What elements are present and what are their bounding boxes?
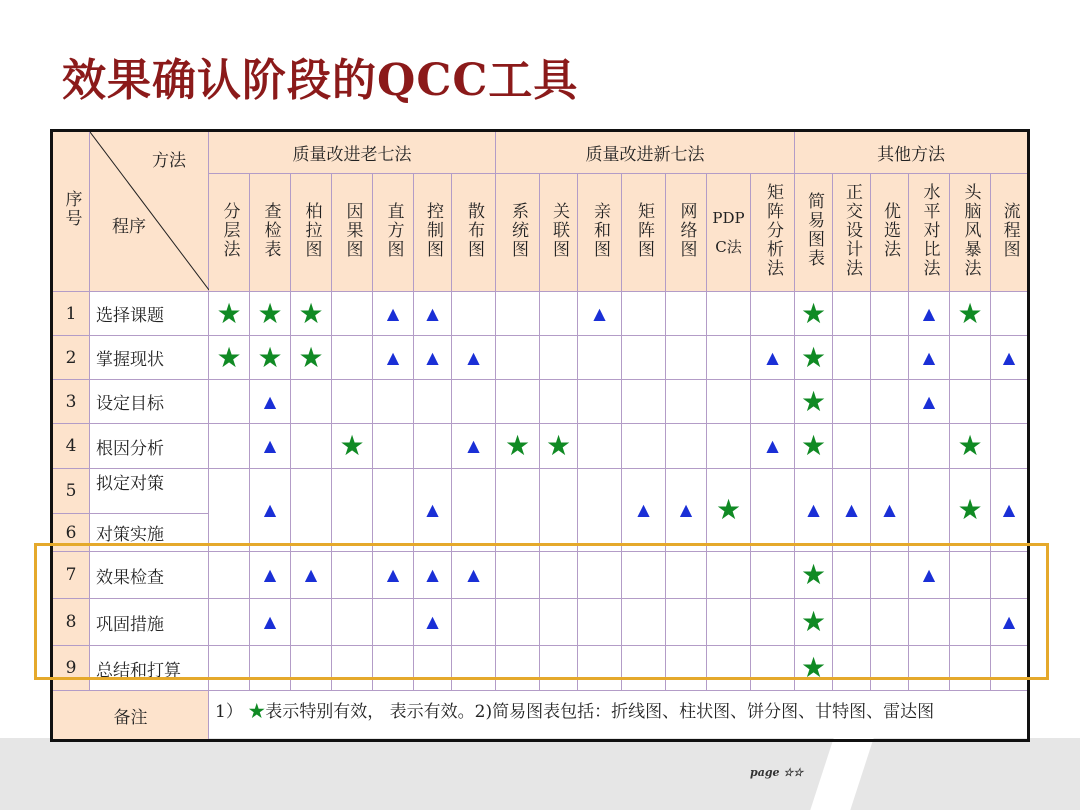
triangle-icon: ▲ bbox=[304, 565, 318, 584]
mark-cell bbox=[373, 380, 414, 424]
triangle-icon: ▲ bbox=[1002, 347, 1016, 367]
star-icon: ★ bbox=[800, 558, 827, 591]
remark-text bbox=[209, 691, 1029, 741]
table-row bbox=[52, 380, 1029, 424]
mark-cell bbox=[833, 380, 871, 424]
row-number: 1 bbox=[52, 292, 90, 336]
tool-header-16: 优选法 bbox=[871, 174, 909, 292]
triangle-icon: ▲ bbox=[263, 500, 277, 519]
triangle-icon: ▲ bbox=[883, 500, 896, 519]
triangle-icon: ▲ bbox=[386, 565, 400, 584]
mark-cell bbox=[795, 469, 833, 552]
triangle-icon: ▲ bbox=[637, 500, 650, 519]
triangle-icon: ▲ bbox=[766, 436, 779, 455]
star-icon: ★ bbox=[257, 296, 283, 330]
triangle-icon: ▲ bbox=[426, 565, 439, 584]
group-new-seven: 质量改进新七法 bbox=[496, 131, 795, 174]
triangle-icon: ▲ bbox=[426, 347, 439, 367]
remark-label: 备注 bbox=[52, 691, 209, 741]
star-icon: ★ bbox=[216, 340, 242, 374]
mark-cell bbox=[332, 380, 373, 424]
mark-cell bbox=[950, 336, 991, 380]
tool-header-7: 系统图 bbox=[496, 174, 540, 292]
tool-header-13: 矩阵分析法 bbox=[751, 174, 795, 292]
mark-cell bbox=[795, 380, 833, 424]
mark-cell bbox=[291, 292, 332, 336]
mark-cell bbox=[373, 336, 414, 380]
row-number: 2 bbox=[52, 336, 90, 380]
mark-cell bbox=[291, 469, 332, 552]
triangle-icon: ▲ bbox=[263, 565, 277, 584]
tool-header-3: 因果图 bbox=[332, 174, 373, 292]
mark-cell bbox=[950, 380, 991, 424]
mark-cell bbox=[332, 469, 373, 552]
star-icon: ★ bbox=[957, 493, 983, 526]
procedure-label: 程序 bbox=[112, 217, 146, 237]
star-icon: ★ bbox=[957, 296, 983, 330]
mark-cell bbox=[666, 380, 707, 424]
table-row bbox=[52, 336, 1029, 380]
triangle-icon: ▲ bbox=[426, 612, 439, 631]
row-number: 6 bbox=[52, 514, 90, 552]
table-row bbox=[52, 292, 1029, 336]
page-mark: page ☆☆ bbox=[750, 766, 804, 779]
row-number: 4 bbox=[52, 424, 90, 469]
mark-cell bbox=[452, 469, 496, 552]
step-name: 巩固措施 bbox=[90, 599, 209, 646]
mark-cell bbox=[991, 336, 1029, 380]
star-icon: ★ bbox=[800, 384, 827, 418]
mark-cell bbox=[751, 469, 795, 552]
mark-cell bbox=[540, 469, 578, 552]
triangle-icon: ▲ bbox=[766, 347, 779, 367]
mark-cell bbox=[751, 380, 795, 424]
triangle-icon: ▲ bbox=[386, 303, 400, 323]
mark-cell bbox=[991, 424, 1029, 469]
mark-cell bbox=[250, 336, 291, 380]
mark-cell bbox=[707, 380, 751, 424]
triangle-icon: ▲ bbox=[467, 436, 480, 455]
mark-cell bbox=[414, 380, 452, 424]
triangle-icon: ▲ bbox=[263, 391, 277, 411]
step-name: 总结和打算 bbox=[90, 646, 209, 691]
mark-cell bbox=[833, 469, 871, 552]
mark-cell bbox=[414, 292, 452, 336]
mark-cell bbox=[707, 336, 751, 380]
mark-cell bbox=[452, 380, 496, 424]
star-icon: ★ bbox=[800, 340, 827, 374]
row-number: 9 bbox=[52, 646, 90, 691]
tool-header-5: 控制图 bbox=[414, 174, 452, 292]
mark-cell bbox=[578, 469, 622, 552]
star-icon: ★ bbox=[216, 296, 242, 330]
mark-cell bbox=[540, 292, 578, 336]
mark-cell bbox=[496, 292, 540, 336]
mark-cell bbox=[909, 424, 950, 469]
star-icon: ★ bbox=[800, 429, 827, 462]
triangle-icon: ▲ bbox=[467, 347, 480, 367]
row-number: 7 bbox=[52, 552, 90, 599]
mark-cell bbox=[622, 292, 666, 336]
triangle-icon: ▲ bbox=[679, 500, 693, 519]
triangle-icon: ▲ bbox=[263, 612, 277, 631]
mark-cell bbox=[332, 336, 373, 380]
triangle-icon: ▲ bbox=[845, 500, 858, 519]
triangle-icon: ▲ bbox=[426, 500, 439, 519]
tool-header-17: 水平对比法 bbox=[909, 174, 950, 292]
star-icon: ★ bbox=[248, 702, 266, 722]
triangle-icon: ▲ bbox=[807, 500, 820, 519]
mark-cell bbox=[950, 424, 991, 469]
mark-cell bbox=[209, 336, 250, 380]
mark-cell bbox=[622, 424, 666, 469]
mark-cell bbox=[578, 424, 622, 469]
mark-cell bbox=[871, 380, 909, 424]
mark-cell bbox=[751, 292, 795, 336]
mark-cell bbox=[751, 336, 795, 380]
footer-band bbox=[0, 738, 1080, 810]
star-icon: ★ bbox=[339, 429, 365, 462]
mark-cell bbox=[622, 380, 666, 424]
tool-header-14: 简易图表 bbox=[795, 174, 833, 292]
mark-cell bbox=[751, 424, 795, 469]
mark-cell bbox=[578, 336, 622, 380]
mark-cell bbox=[622, 336, 666, 380]
remark-prefix: 1） bbox=[215, 702, 249, 722]
mark-cell bbox=[452, 336, 496, 380]
group-old-seven: 质量改进老七法 bbox=[209, 131, 496, 174]
mark-cell bbox=[291, 380, 332, 424]
star-icon: ★ bbox=[298, 340, 324, 374]
mark-cell bbox=[707, 424, 751, 469]
row-number: 5 bbox=[52, 469, 90, 514]
mark-cell bbox=[991, 292, 1029, 336]
step-name: 对策实施 bbox=[90, 514, 209, 552]
triangle-icon: ▲ bbox=[467, 565, 480, 584]
triangle-icon: ▲ bbox=[593, 303, 606, 323]
mark-cell bbox=[209, 292, 250, 336]
mark-cell bbox=[871, 336, 909, 380]
star-icon: ★ bbox=[298, 296, 324, 330]
remark-row bbox=[52, 691, 1029, 741]
mark-cell bbox=[209, 424, 250, 469]
mark-cell bbox=[909, 380, 950, 424]
mark-cell bbox=[871, 292, 909, 336]
step-name: 效果检查 bbox=[90, 552, 209, 599]
mark-cell bbox=[209, 469, 250, 552]
star-icon: ★ bbox=[545, 429, 572, 462]
seq-header: 序号 bbox=[52, 131, 90, 292]
mark-cell bbox=[250, 469, 291, 552]
tool-header-8: 关联图 bbox=[540, 174, 578, 292]
mark-cell bbox=[332, 424, 373, 469]
mark-cell bbox=[414, 424, 452, 469]
step-name: 拟定对策 bbox=[90, 469, 209, 514]
mark-cell bbox=[795, 336, 833, 380]
tool-header-2: 柏拉图 bbox=[291, 174, 332, 292]
step-name: 根因分析 bbox=[90, 424, 209, 469]
mark-cell bbox=[578, 380, 622, 424]
star-icon: ★ bbox=[800, 605, 827, 638]
star-icon: ★ bbox=[957, 429, 983, 462]
tool-header-0: 分层法 bbox=[209, 174, 250, 292]
mark-cell bbox=[909, 469, 950, 552]
mark-cell bbox=[414, 336, 452, 380]
mark-cell bbox=[666, 469, 707, 552]
mark-cell bbox=[373, 292, 414, 336]
mark-cell bbox=[373, 424, 414, 469]
tool-header-18: 头脑风暴法 bbox=[950, 174, 991, 292]
mark-cell bbox=[373, 469, 414, 552]
mark-cell bbox=[871, 424, 909, 469]
triangle-icon: ▲ bbox=[1002, 612, 1016, 631]
mark-cell bbox=[496, 424, 540, 469]
triangle-icon: ▲ bbox=[922, 565, 936, 584]
mark-cell bbox=[414, 469, 452, 552]
mark-cell bbox=[871, 469, 909, 552]
mark-cell bbox=[540, 424, 578, 469]
row-number: 3 bbox=[52, 380, 90, 424]
mark-cell bbox=[496, 469, 540, 552]
mark-cell bbox=[795, 292, 833, 336]
mark-cell bbox=[666, 336, 707, 380]
triangle-icon: ▲ bbox=[386, 347, 400, 367]
tool-header-11: 网络图 bbox=[666, 174, 707, 292]
triangle-icon: ▲ bbox=[922, 391, 936, 411]
step-name: 选择课题 bbox=[90, 292, 209, 336]
tool-header-15: 正交设计法 bbox=[833, 174, 871, 292]
tool-header-1: 查检表 bbox=[250, 174, 291, 292]
step-name: 掌握现状 bbox=[90, 336, 209, 380]
star-icon: ★ bbox=[504, 429, 531, 462]
mark-cell bbox=[291, 336, 332, 380]
mark-cell bbox=[833, 292, 871, 336]
mark-cell bbox=[250, 424, 291, 469]
triangle-icon: ▲ bbox=[1002, 500, 1016, 519]
mark-cell bbox=[666, 424, 707, 469]
star-icon: ★ bbox=[715, 493, 742, 526]
mark-cell bbox=[209, 380, 250, 424]
mark-cell bbox=[250, 292, 291, 336]
mark-cell bbox=[332, 292, 373, 336]
star-icon: ★ bbox=[800, 651, 827, 684]
triangle-icon: ▲ bbox=[263, 436, 277, 455]
tool-header-12: PDP C法 bbox=[707, 174, 751, 292]
diagonal-line bbox=[90, 132, 209, 290]
table-row bbox=[52, 469, 1029, 514]
mark-cell bbox=[578, 292, 622, 336]
mark-cell bbox=[452, 424, 496, 469]
mark-cell bbox=[991, 380, 1029, 424]
mark-cell bbox=[909, 292, 950, 336]
table-row bbox=[52, 424, 1029, 469]
triangle-icon: ▲ bbox=[426, 303, 439, 323]
highlight-box bbox=[34, 543, 1049, 680]
method-procedure-header bbox=[90, 131, 209, 292]
tool-header-10: 矩阵图 bbox=[622, 174, 666, 292]
mark-cell bbox=[991, 469, 1029, 552]
remark-body: 表示特别有效， 表示有效。2)简易图表包括：折线图、柱状图、饼分图、甘特图、雷达图 bbox=[265, 702, 935, 722]
mark-cell bbox=[950, 292, 991, 336]
triangle-icon: ▲ bbox=[922, 347, 936, 367]
tool-header-9: 亲和图 bbox=[578, 174, 622, 292]
row-number: 8 bbox=[52, 599, 90, 646]
mark-cell bbox=[950, 469, 991, 552]
mark-cell bbox=[496, 336, 540, 380]
mark-cell bbox=[540, 380, 578, 424]
mark-cell bbox=[833, 336, 871, 380]
triangle-icon: ▲ bbox=[922, 303, 936, 323]
mark-cell bbox=[622, 469, 666, 552]
mark-cell bbox=[833, 424, 871, 469]
mark-cell bbox=[250, 380, 291, 424]
step-name: 设定目标 bbox=[90, 380, 209, 424]
tool-header-6: 散布图 bbox=[452, 174, 496, 292]
mark-cell bbox=[540, 336, 578, 380]
mark-cell bbox=[291, 424, 332, 469]
star-icon: ★ bbox=[800, 296, 827, 330]
mark-cell bbox=[666, 292, 707, 336]
mark-cell bbox=[707, 292, 751, 336]
group-other: 其他方法 bbox=[795, 131, 1029, 174]
tool-header-19: 流程图 bbox=[991, 174, 1029, 292]
mark-cell bbox=[707, 469, 751, 552]
mark-cell bbox=[795, 424, 833, 469]
mark-cell bbox=[496, 380, 540, 424]
page-title: 效果确认阶段的QCC工具 bbox=[62, 55, 579, 106]
mark-cell bbox=[909, 336, 950, 380]
tool-header-4: 直方图 bbox=[373, 174, 414, 292]
mark-cell bbox=[452, 292, 496, 336]
star-icon: ★ bbox=[257, 340, 283, 374]
method-label: 方法 bbox=[152, 151, 186, 171]
